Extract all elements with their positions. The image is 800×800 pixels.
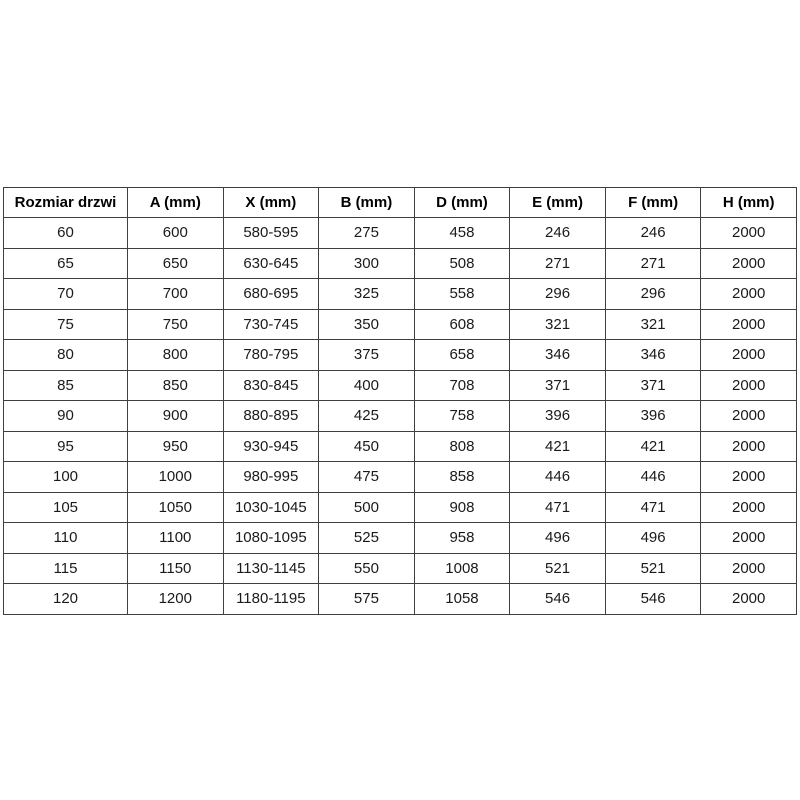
table-cell: 546 [510,584,606,615]
table-cell: 85 [4,370,128,401]
table-cell: 608 [414,309,510,340]
table-row [4,431,797,462]
table-cell: 1058 [414,584,510,615]
table-cell: 1008 [414,553,510,584]
table-cell: 2000 [701,492,797,523]
table-cell: 100 [4,462,128,493]
table-cell: 296 [510,279,606,310]
table-cell: 908 [414,492,510,523]
table-cell: 425 [319,401,415,432]
table-row [4,309,797,340]
door-size-table [3,187,797,615]
table-row [4,401,797,432]
table-cell: 2000 [701,584,797,615]
table-cell: 70 [4,279,128,310]
table-cell: 1030-1045 [223,492,319,523]
table-cell: 2000 [701,248,797,279]
table-cell: 808 [414,431,510,462]
table-cell: 446 [605,462,701,493]
table-cell: 2000 [701,370,797,401]
table-cell: 580-595 [223,218,319,249]
table-cell: 371 [510,370,606,401]
table-cell: 396 [605,401,701,432]
table-cell: 900 [128,401,224,432]
column-header-a-mm: A (mm) [128,188,224,218]
table-cell: 321 [605,309,701,340]
table-cell: 2000 [701,401,797,432]
table-cell: 296 [605,279,701,310]
table-cell: 446 [510,462,606,493]
table-cell: 80 [4,340,128,371]
table-cell: 271 [510,248,606,279]
table-cell: 600 [128,218,224,249]
table-cell: 680-695 [223,279,319,310]
table-row [4,218,797,249]
table-cell: 400 [319,370,415,401]
table-cell: 2000 [701,340,797,371]
table-cell: 730-745 [223,309,319,340]
table-cell: 1100 [128,523,224,554]
table-cell: 508 [414,248,510,279]
table-cell: 546 [605,584,701,615]
table-cell: 105 [4,492,128,523]
table-cell: 658 [414,340,510,371]
table-cell: 521 [605,553,701,584]
table-cell: 246 [510,218,606,249]
table-body [4,218,797,615]
table-cell: 95 [4,431,128,462]
column-header-b-mm: B (mm) [319,188,415,218]
table-cell: 471 [510,492,606,523]
table-cell: 1150 [128,553,224,584]
table-cell: 2000 [701,553,797,584]
table-cell: 880-895 [223,401,319,432]
table-row [4,553,797,584]
table-row [4,248,797,279]
table-cell: 396 [510,401,606,432]
column-header-e-mm: E (mm) [510,188,606,218]
table-cell: 421 [510,431,606,462]
table-row [4,584,797,615]
table-cell: 271 [605,248,701,279]
table-cell: 2000 [701,523,797,554]
table-cell: 1000 [128,462,224,493]
table-cell: 1080-1095 [223,523,319,554]
table-row [4,462,797,493]
column-header-h-mm: H (mm) [701,188,797,218]
table-header-row [4,188,797,218]
table-cell: 1130-1145 [223,553,319,584]
table-cell: 980-995 [223,462,319,493]
table-cell: 521 [510,553,606,584]
table-cell: 350 [319,309,415,340]
table-cell: 780-795 [223,340,319,371]
table-cell: 708 [414,370,510,401]
table-cell: 300 [319,248,415,279]
table-cell: 496 [510,523,606,554]
table-cell: 800 [128,340,224,371]
table-cell: 110 [4,523,128,554]
table-cell: 471 [605,492,701,523]
table-row [4,492,797,523]
column-header-x-mm: X (mm) [223,188,319,218]
table-cell: 2000 [701,218,797,249]
table-cell: 421 [605,431,701,462]
table-cell: 458 [414,218,510,249]
table-cell: 575 [319,584,415,615]
table-cell: 65 [4,248,128,279]
table-cell: 375 [319,340,415,371]
table-cell: 750 [128,309,224,340]
table-cell: 371 [605,370,701,401]
table-cell: 321 [510,309,606,340]
table-cell: 550 [319,553,415,584]
table-cell: 450 [319,431,415,462]
table-cell: 2000 [701,309,797,340]
table-cell: 275 [319,218,415,249]
table-cell: 500 [319,492,415,523]
table-cell: 2000 [701,279,797,310]
column-header-f-mm: F (mm) [605,188,701,218]
table-cell: 958 [414,523,510,554]
table-cell: 120 [4,584,128,615]
table-cell: 115 [4,553,128,584]
table-cell: 346 [605,340,701,371]
column-header-d-mm: D (mm) [414,188,510,218]
column-header-rozmiar-drzwi: Rozmiar drzwi [4,188,128,218]
table-row [4,370,797,401]
table-cell: 930-945 [223,431,319,462]
table-cell: 950 [128,431,224,462]
table-row [4,340,797,371]
table-cell: 496 [605,523,701,554]
table-cell: 90 [4,401,128,432]
table-cell: 700 [128,279,224,310]
table-cell: 630-645 [223,248,319,279]
table-cell: 858 [414,462,510,493]
table-cell: 2000 [701,462,797,493]
table-cell: 246 [605,218,701,249]
table-cell: 758 [414,401,510,432]
table-cell: 1200 [128,584,224,615]
table-cell: 650 [128,248,224,279]
table-cell: 475 [319,462,415,493]
table-cell: 1180-1195 [223,584,319,615]
table-cell: 2000 [701,431,797,462]
table-cell: 75 [4,309,128,340]
table-cell: 1050 [128,492,224,523]
table-cell: 60 [4,218,128,249]
table-cell: 325 [319,279,415,310]
table-cell: 558 [414,279,510,310]
table-row [4,523,797,554]
table-cell: 346 [510,340,606,371]
table-cell: 850 [128,370,224,401]
table-cell: 525 [319,523,415,554]
table-cell: 830-845 [223,370,319,401]
table-row [4,279,797,310]
